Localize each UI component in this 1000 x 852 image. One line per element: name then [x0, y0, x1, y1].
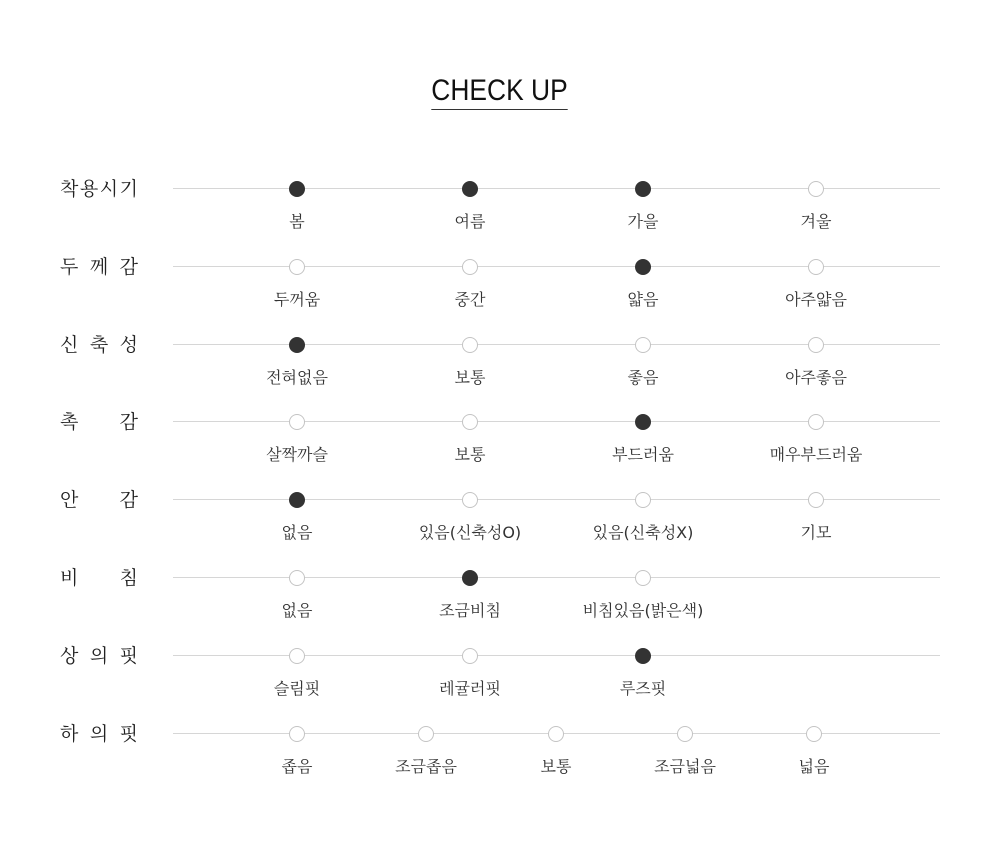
row-label-char: 하 [60, 723, 79, 745]
checkup-row [0, 566, 1000, 626]
option-label: 보통 [454, 445, 486, 464]
option-dot [635, 570, 651, 586]
row-label [60, 722, 138, 746]
option-dot [635, 492, 651, 508]
option-dot [462, 337, 478, 353]
option-label: 보통 [540, 757, 572, 776]
option-dot [808, 337, 824, 353]
option-dot [418, 726, 434, 742]
option-dot-selected [462, 181, 478, 197]
option-label: 살짝까슬 [266, 445, 328, 464]
option-label: 비침있음(밝은색) [582, 601, 704, 620]
row-label-char: 감 [119, 411, 138, 433]
option-dot [677, 726, 693, 742]
checkup-row [0, 488, 1000, 548]
row-label-char: 용 [79, 178, 99, 200]
row-label [60, 566, 138, 590]
option-dot-selected [635, 648, 651, 664]
checkup-title-text: CHECK UP [432, 74, 568, 110]
option-dot-selected [635, 414, 651, 430]
row-label [60, 177, 138, 201]
option-label: 보통 [454, 368, 486, 387]
option-label: 루즈핏 [619, 679, 667, 698]
option-dot [289, 570, 305, 586]
option-dot [808, 492, 824, 508]
option-dot-selected [462, 570, 478, 586]
option-label: 가을 [627, 212, 659, 231]
option-dot [289, 414, 305, 430]
option-label: 조금넓음 [654, 757, 716, 776]
option-label: 얇음 [627, 290, 659, 309]
row-label-char: 의 [89, 645, 109, 667]
checkup-row [0, 644, 1000, 704]
option-label: 봄 [289, 212, 305, 231]
row-label-char: 기 [119, 178, 138, 200]
checkup-title [0, 74, 1000, 110]
option-dot [808, 181, 824, 197]
option-label: 전혀없음 [266, 368, 328, 387]
row-label-char: 의 [89, 723, 109, 745]
option-label: 넓음 [798, 757, 830, 776]
option-label: 있음(신축성O) [418, 523, 522, 542]
row-label-char: 침 [119, 567, 138, 589]
row-label-char: 핏 [119, 645, 138, 667]
row-label [60, 410, 138, 434]
checkup-row [0, 177, 1000, 237]
row-label-char: 착 [60, 178, 79, 200]
option-label: 기모 [800, 523, 832, 542]
row-label [60, 644, 138, 668]
row-label-char: 안 [60, 489, 79, 511]
option-label: 있음(신축성X) [592, 523, 694, 542]
option-label: 부드러움 [612, 445, 674, 464]
option-label: 레귤러핏 [439, 679, 501, 698]
row-label-char: 께 [89, 256, 109, 278]
option-label: 중간 [454, 290, 486, 309]
option-dot [289, 648, 305, 664]
row-label-char: 성 [119, 334, 138, 356]
row-label [60, 488, 138, 512]
option-dot [548, 726, 564, 742]
row-label-char: 비 [60, 567, 79, 589]
row-label-char: 상 [60, 645, 79, 667]
option-label: 좁음 [281, 757, 313, 776]
option-dot-selected [635, 259, 651, 275]
row-label-char: 감 [119, 489, 138, 511]
option-label: 슬림핏 [273, 679, 321, 698]
option-label: 없음 [281, 523, 313, 542]
checkup-row [0, 410, 1000, 470]
option-label: 여름 [454, 212, 486, 231]
option-label: 없음 [281, 601, 313, 620]
row-label-char: 감 [119, 256, 138, 278]
option-dot [289, 726, 305, 742]
option-dot-selected [289, 492, 305, 508]
option-dot [289, 259, 305, 275]
option-dot [808, 259, 824, 275]
option-label: 아주얇음 [785, 290, 847, 309]
option-label: 매우부드러움 [769, 445, 863, 464]
option-label: 조금좁음 [395, 757, 457, 776]
row-label [60, 255, 138, 279]
option-dot-selected [635, 181, 651, 197]
option-dot [806, 726, 822, 742]
row-label-char: 핏 [119, 723, 138, 745]
option-dot [462, 648, 478, 664]
option-label: 조금비침 [439, 601, 501, 620]
option-dot-selected [289, 181, 305, 197]
option-label: 좋음 [627, 368, 659, 387]
option-dot [462, 492, 478, 508]
row-label-char: 시 [99, 178, 119, 200]
row-label [60, 333, 138, 357]
option-dot-selected [289, 337, 305, 353]
option-label: 겨울 [800, 212, 832, 231]
checkup-row [0, 722, 1000, 782]
option-label: 두꺼움 [273, 290, 321, 309]
option-label: 아주좋음 [785, 368, 847, 387]
row-label-char: 신 [60, 334, 79, 356]
option-dot [635, 337, 651, 353]
option-dot [808, 414, 824, 430]
checkup-row [0, 255, 1000, 315]
row-label-char: 축 [89, 334, 109, 356]
row-label-char: 두 [60, 256, 79, 278]
option-dot [462, 414, 478, 430]
option-dot [462, 259, 478, 275]
checkup-row [0, 333, 1000, 393]
row-label-char: 촉 [60, 411, 79, 433]
